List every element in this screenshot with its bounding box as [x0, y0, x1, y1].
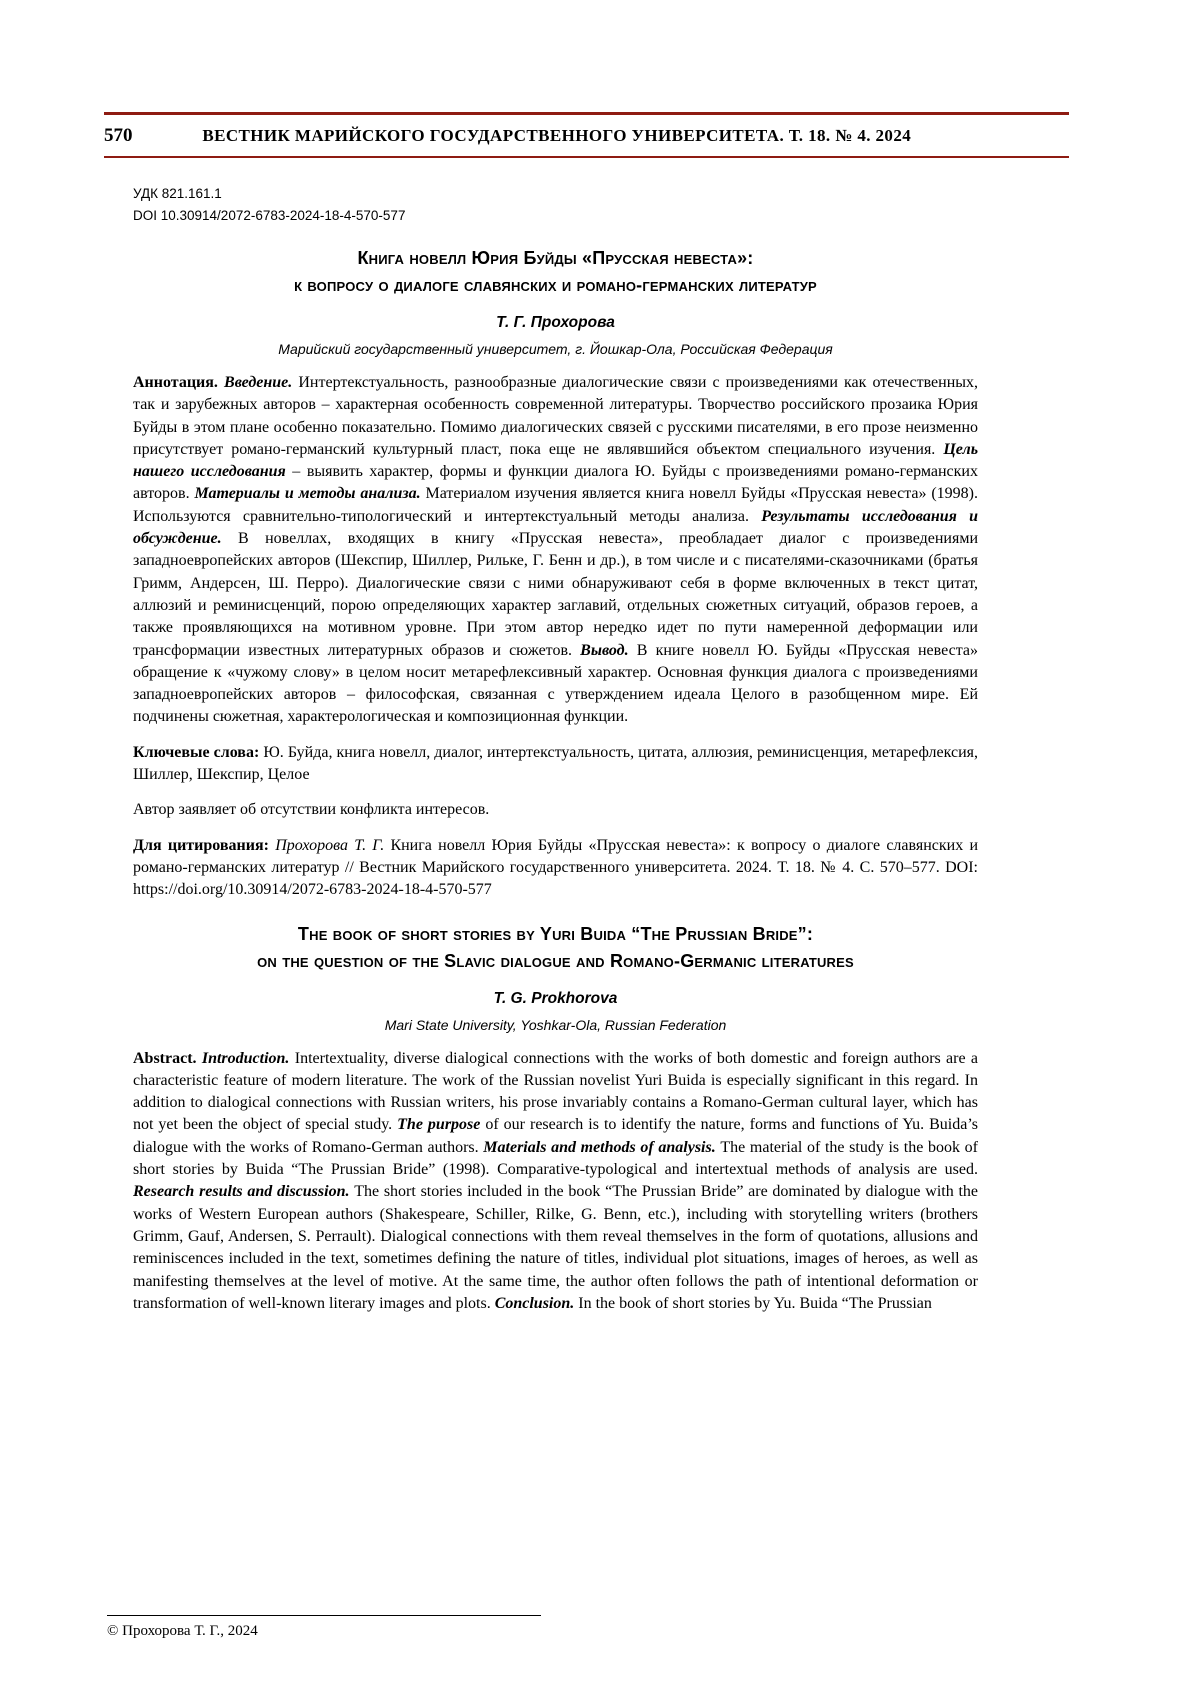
title-ru-line1: Книга новелл Юрия Буйды «Прусская невеста»:: [357, 248, 754, 268]
running-head: [104, 115, 1069, 156]
affiliation-ru: Марийский государственный университет, г. Йошкар-Ола, Российская Федерация: [278, 341, 833, 357]
article-meta: [133, 183, 978, 226]
article-title-en: [133, 921, 978, 975]
citation-ru: Для цитирования: Прохорова Т. Г. Книга новелл Юрия Буйды «Прусская невеста»: к вопросу о диалоге славянских и романо-германских литератур // Вестник Марийского государственного университета. 2024. Т. 18. № 4. С. 570–577. DOI: https://doi.org/10.30914/2072-6783-2024-18-4-570-577: [133, 836, 979, 899]
abstract-en: Abstract. Introduction. Intertextuality, diverse dialogical connections with the works of both domestic and foreign authors are a characteristic feature of modern literature. The work of the Russian novelist Yuri Buida is especially significant in this regard. In addition to dialogical connections with Russian writers, his prose invariably contains a Romano-German cultural layer, which has not yet been the object of special study. The purpose of our research is to identify the nature, forms and functions of Yu. Buida’s dialogue with the works of Romano-German authors. Materials and methods of analysis. The material of the study is the book of short stories by Buida “The Prussian Bride” (1998). Comparative-typological and intertextual methods of analysis are used. Research results and discussion. The short stories included in the book “The Prussian Bride” are dominated by dialogue with the works of Western European authors (Shakespeare, Schiller, Rilke, G. Benn, etc.), including with storytelling writers (brothers Grimm, Gauf, Andersen, S. Perrault). Dialogical connections with them reveal themselves in the form of quotations, allusions and reminiscences included in the text, sometimes defining the nature of titles, individual plot situations, images of heroes, as well as manifesting themselves at the level of motive. At the same time, the author often follows the path of intentional deformation or transformation of well-known literary images and plots. Conclusion. In the book of short stories by Yu. Buida “The Prussian: [133, 1049, 979, 1312]
author-ru: Т. Г. Прохорова: [496, 314, 615, 331]
conflict-of-interest-statement: Автор заявляет об отсутствии конфликта интересов.: [133, 801, 490, 819]
abstract-ru: Аннотация. Введение. Интертекстуальность, разнообразные диалогические связи с произведениями как отечественных, так и зарубежных авторов – характерная особенность современной литературы. Творчество российского прозаика Юрия Буйды в этом плане особенно показательно. Помимо диалогических связей с русскими писателями, в его прозе неизменно присутствует романо-германский культурный пласт, пока еще не являвшийся объектом специального изучения. Цель нашего исследования – выявить характер, формы и функции диалога Ю. Буйды с произведениями романо-германских авторов. Материалы и методы анализа. Материалом изучения является книга новелл Буйды «Прусская невеста» (1998). Используются сравнительно-типологический и интертекстуальный методы анализа. Результаты исследования и обсуждение. В новеллах, входящих в книгу «Прусская невеста», преобладает диалог с произведениями западноевропейских авторов (Шекспир, Шиллер, Рильке, Г. Бенн и др.), в том числе и с писателями-сказочниками (братья Гримм, Андерсен, Ш. Перро). Диалогические связи с ними обнаруживают себя в форме включенных в текст цитат, аллюзий и реминисценций, порою определяющих характер заглавий, отдельных сюжетных ситуаций, образов героев, а также проявляющихся на мотивном уровне. При этом автор нередко идет по пути намеренной деформации или трансформации известных литературных образов и сюжетов. Вывод. В книге новелл Ю. Буйды «Прусская невеста» обращение к «чужому слову» в целом носит метарефлексивный характер. Основная функция диалога с произведениями западноевропейских авторов – философская, связанная с утверждением идеала Целого в разобщенном мире. Ей подчинены сюжетная, характерологическая и композиционная функции.: [133, 374, 979, 726]
page-footer: [107, 1615, 541, 1640]
journal-title: ВЕСТНИК МАРИЙСКОГО ГОСУДАРСТВЕННОГО УНИВЕРСИТЕТА. Т. 18. № 4. 2024: [202, 126, 912, 145]
page-number: 570: [104, 125, 133, 146]
footer-rule: [107, 1615, 541, 1616]
article-title-ru: [133, 245, 978, 299]
udc-number: УДК 821.161.1: [133, 186, 222, 201]
title-en-line1: The book of short stories by Yuri Buida “The Prussian Bride”:: [297, 923, 814, 944]
copyright-notice: © Прохорова Т. Г., 2024: [107, 1623, 258, 1639]
header-bottom-rule: [104, 156, 1069, 158]
keywords-ru: Ключевые слова: Ю. Буйда, книга новелл, диалог, интертекстуальность, цитата, аллюзия, реминисценция, метарефлексия, Шиллер, Шекспир, Целое: [133, 743, 979, 784]
page-header: [104, 0, 1069, 158]
doi-number: DOI 10.30914/2072-6783-2024-18-4-570-577: [133, 207, 406, 223]
article-content: [133, 183, 978, 1315]
author-en: T. G. Prokhorova: [493, 989, 618, 1007]
affiliation-en: Mari State University, Yoshkar-Ola, Russian Federation: [384, 1016, 727, 1033]
title-ru-line2: к вопросу о диалоге славянских и романо-германских литератур: [294, 275, 817, 295]
title-en-line2: on the question of the Slavic dialogue and Romano-Germanic literatures: [257, 950, 854, 971]
